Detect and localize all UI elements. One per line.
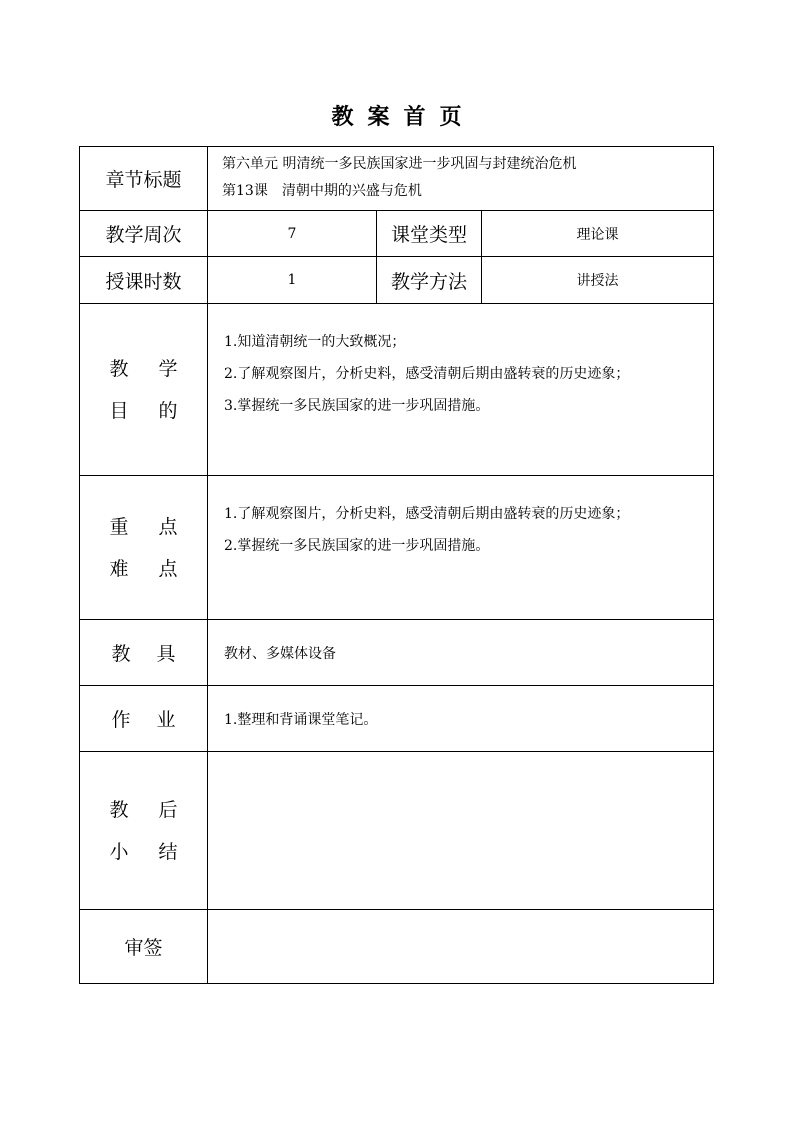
- hours-value: 1: [287, 272, 297, 288]
- class-type-value: 理论课: [576, 226, 619, 243]
- week-label: 教学周次: [105, 224, 182, 246]
- chapter-label: 章节标题: [105, 169, 182, 191]
- key-points-label-line-2: 难 点: [109, 557, 190, 580]
- key-point-item: 2.掌握统一多民族国家的进一步巩固措施。: [224, 538, 490, 554]
- objectives-label: [80, 304, 207, 475]
- class-type-label: 课堂类型: [390, 224, 467, 246]
- hours-label: 授课时数: [105, 270, 182, 293]
- method-label: 教学方法: [390, 270, 467, 293]
- key-points-label-line-1: 重 点: [109, 515, 190, 538]
- review-label: 审签: [124, 937, 163, 959]
- objective-item: 1.知道清朝统一的大致概况；: [224, 334, 406, 350]
- review-value: [208, 910, 713, 983]
- lesson-plan-table: [79, 146, 714, 984]
- key-point-item: 1.了解观察图片，分析史料，感受清朝后期由盛转衰的历史迹象；: [224, 506, 630, 522]
- chapter-line-2: 第13课 清朝中期的兴盛与危机: [222, 183, 422, 199]
- objectives-label-line-1: 教 学: [109, 357, 190, 380]
- key-points-list: [208, 476, 713, 619]
- summary-label-line-2: 小 结: [109, 840, 190, 863]
- method-value: 讲授法: [576, 273, 619, 289]
- homework-label: 作 业: [111, 709, 186, 731]
- summary-value: [208, 752, 713, 909]
- objectives-label-line-2: 目 的: [109, 399, 190, 422]
- chapter-line-1: 第六单元 明清统一多民族国家进一步巩固与封建统治危机: [222, 156, 577, 172]
- tools-value: 教材、多媒体设备: [224, 645, 336, 662]
- homework-value: 1.整理和背诵课堂笔记。: [224, 711, 378, 728]
- objective-item: 3.掌握统一多民族国家的进一步巩固措施。: [224, 398, 490, 414]
- tools-label: 教 具: [111, 643, 186, 665]
- chapter-value: [208, 147, 713, 210]
- page-title: 教案首页: [331, 105, 476, 130]
- objectives-list: [208, 304, 713, 475]
- key-points-label: [80, 476, 207, 619]
- summary-label-line-1: 教 后: [109, 798, 190, 821]
- objective-item: 2.了解观察图片，分析史料，感受清朝后期由盛转衰的历史迹象；: [224, 366, 630, 382]
- summary-label: [80, 752, 207, 909]
- week-value: 7: [287, 225, 297, 242]
